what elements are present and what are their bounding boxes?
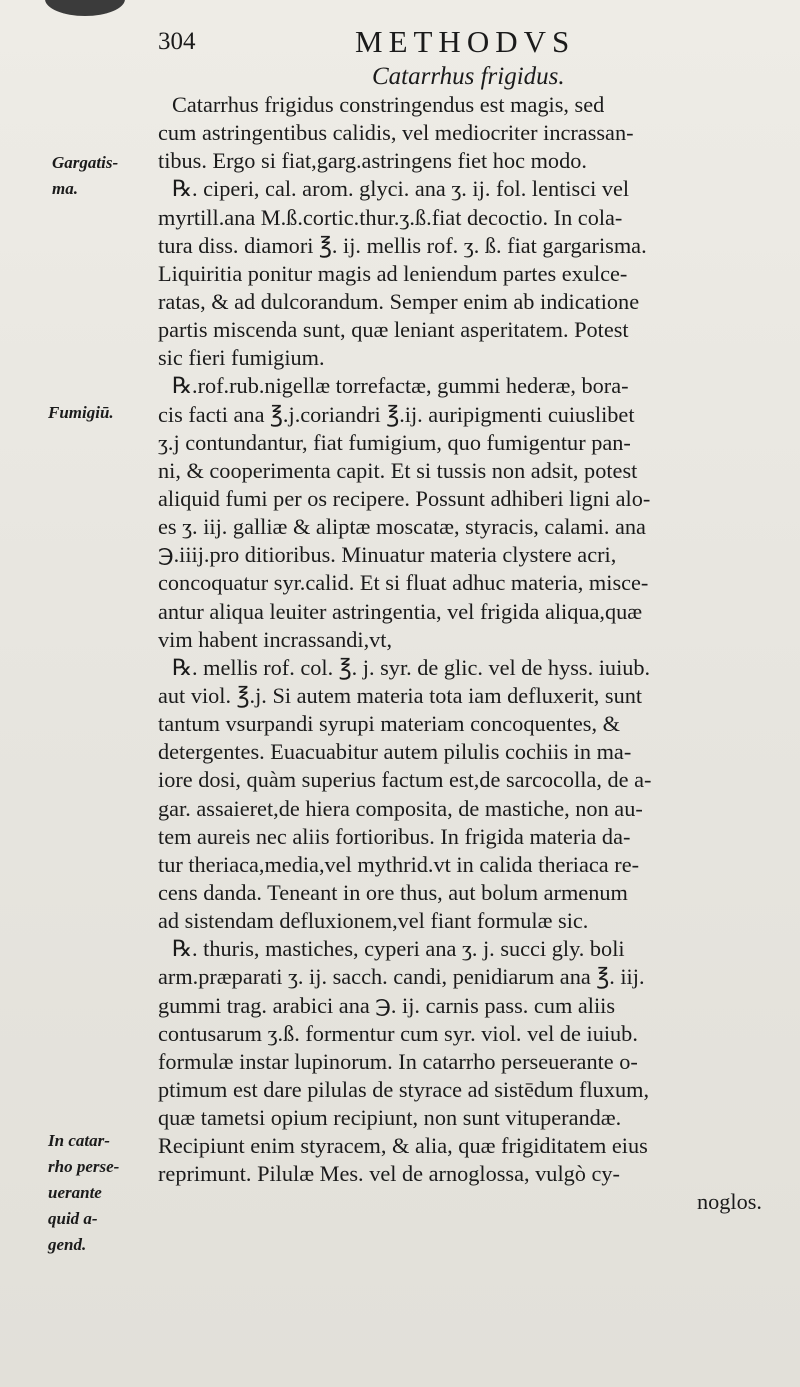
text-line: arm.præparati ʒ. ij. sacch. candi, penidiarum ana ℥. iij.	[158, 964, 645, 990]
text-line: cis facti ana ℥.j.coriandri ℥.ij. auripigmenti cuiuslibet	[158, 401, 635, 427]
margin-note-line: gend.	[48, 1235, 87, 1254]
text-line: myrtill.ana M.ß.cortic.thur.ʒ.ß.fiat decoctio. In cola-	[158, 204, 623, 230]
text-line: aliquid fumi per os recipere. Possunt adhiberi ligni alo-	[158, 485, 651, 511]
text-line: ℞. mellis rof. col. ℥. j. syr. de glic. vel de hyss. iuiub.	[172, 654, 651, 680]
text-line: cum astringentibus calidis, vel mediocriter incrassan-	[158, 120, 634, 146]
text-line: es ʒ. iij. galliæ & aliptæ moscatæ, styracis, calami. ana	[158, 514, 646, 540]
text-line: detergentes. Euacuabitur autem pilulis cochiis in ma-	[158, 739, 632, 765]
text-line: ptimum est dare pilulas de styrace ad sistēdum fluxum,	[158, 1076, 650, 1102]
text-line: tur theriaca,media,vel mythrid.vt in calida theriaca re-	[158, 851, 640, 877]
text-line: Liquiritia ponitur magis ad leniendum partes exulce-	[158, 260, 628, 286]
margin-note-catarrho	[48, 1128, 119, 1258]
page-number: 304	[158, 28, 196, 55]
text-line: gar. assaieret,de hiera composita, de mastiche, non au-	[158, 795, 643, 821]
text-line: tem aureis nec aliis fortioribus. In frigida materia da-	[158, 823, 631, 849]
margin-note-line: quid a-	[48, 1209, 98, 1228]
text-line: tantum vsurpandi syrupi materiam concoquentes, &	[158, 711, 620, 737]
margin-note-gargarisma	[52, 150, 118, 202]
margin-note-line: uerante	[48, 1183, 102, 1202]
margin-note-line: ma.	[52, 179, 78, 198]
text-line: cens danda. Teneant in ore thus, aut bolum armenum	[158, 879, 628, 905]
text-line: quæ tametsi opium recipiunt, non sunt vituperandæ.	[158, 1105, 622, 1131]
text-line: partis miscenda sunt, quæ leniant asperitatem. Potest	[158, 317, 629, 343]
text-line: ℞. thuris, mastiches, cyperi ana ʒ. j. succi gly. boli	[172, 936, 625, 962]
body-text	[158, 91, 770, 1217]
text-line: Catarrhus frigidus constringendus est magis, sed	[172, 92, 605, 117]
text-line: reprimunt. Pilulæ Mes. vel de arnoglossa, vulgò cy-	[158, 1161, 620, 1187]
text-line: concoquatur syr.calid. Et si fluat adhuc materia, misce-	[158, 570, 649, 596]
text-line: ʒ.j contundantur, fiat fumigium, quo fumigentur pan-	[158, 429, 631, 455]
running-title: METHODVS	[355, 24, 576, 59]
margin-note-fumigium	[48, 400, 114, 426]
text-line: sic fieri fumigium.	[158, 345, 325, 371]
margin-note-line: Fumigiū.	[48, 403, 114, 422]
text-line: ad sistendam defluxionem,vel fiant formulæ sic.	[158, 908, 589, 934]
text-line: iore dosi, quàm superius factum est,de sarcocolla, de a-	[158, 767, 652, 793]
margin-notes	[0, 0, 155, 1387]
text-line: noglos.	[696, 1189, 762, 1215]
text-line: ℞. ciperi, cal. arom. glyci. ana ʒ. ij. fol. lentisci vel	[172, 176, 630, 202]
text-line: aut viol. ℥.j. Si autem materia tota iam defluxerit, sunt	[158, 682, 643, 708]
margin-note-line: In catar-	[48, 1131, 110, 1150]
margin-note-line: rho perse-	[48, 1157, 120, 1176]
text-line: tibus. Ergo si fiat,garg.astringens fiet hoc modo.	[158, 148, 587, 174]
text-line: ℞.rof.rub.nigellæ torrefactæ, gummi hederæ, bora-	[172, 373, 629, 399]
text-line: formulæ instar lupinorum. In catarrho perseuerante o-	[158, 1048, 638, 1074]
margin-note-line: Gargatis-	[52, 153, 119, 172]
text-line: ℈.iiij.pro ditioribus. Minuatur materia clystere acri,	[158, 542, 617, 568]
text-line: tura diss. diamori ℥. ij. mellis rof. ʒ. ß. fiat gargarisma.	[158, 232, 647, 258]
text-line: Recipiunt enim styracem, & alia, quæ frigiditatem eius	[158, 1133, 648, 1159]
text-line: ni, & cooperimenta capit. Et si tussis non adsit, potest	[158, 457, 638, 483]
text-line: ratas, & ad dulcorandum. Semper enim ab indicatione	[158, 288, 640, 314]
text-line: vim habent incrassandi,vt,	[158, 626, 393, 652]
text-line: antur aliqua leuiter astringentia, vel frigida aliqua,quæ	[158, 598, 643, 624]
text-line: gummi trag. arabici ana ℈. ij. carnis pass. cum aliis	[158, 992, 616, 1018]
text-line: contusarum ʒ.ß. formentur cum syr. viol. vel de iuiub.	[158, 1020, 638, 1046]
section-title: Catarrhus frigidus.	[372, 63, 565, 90]
